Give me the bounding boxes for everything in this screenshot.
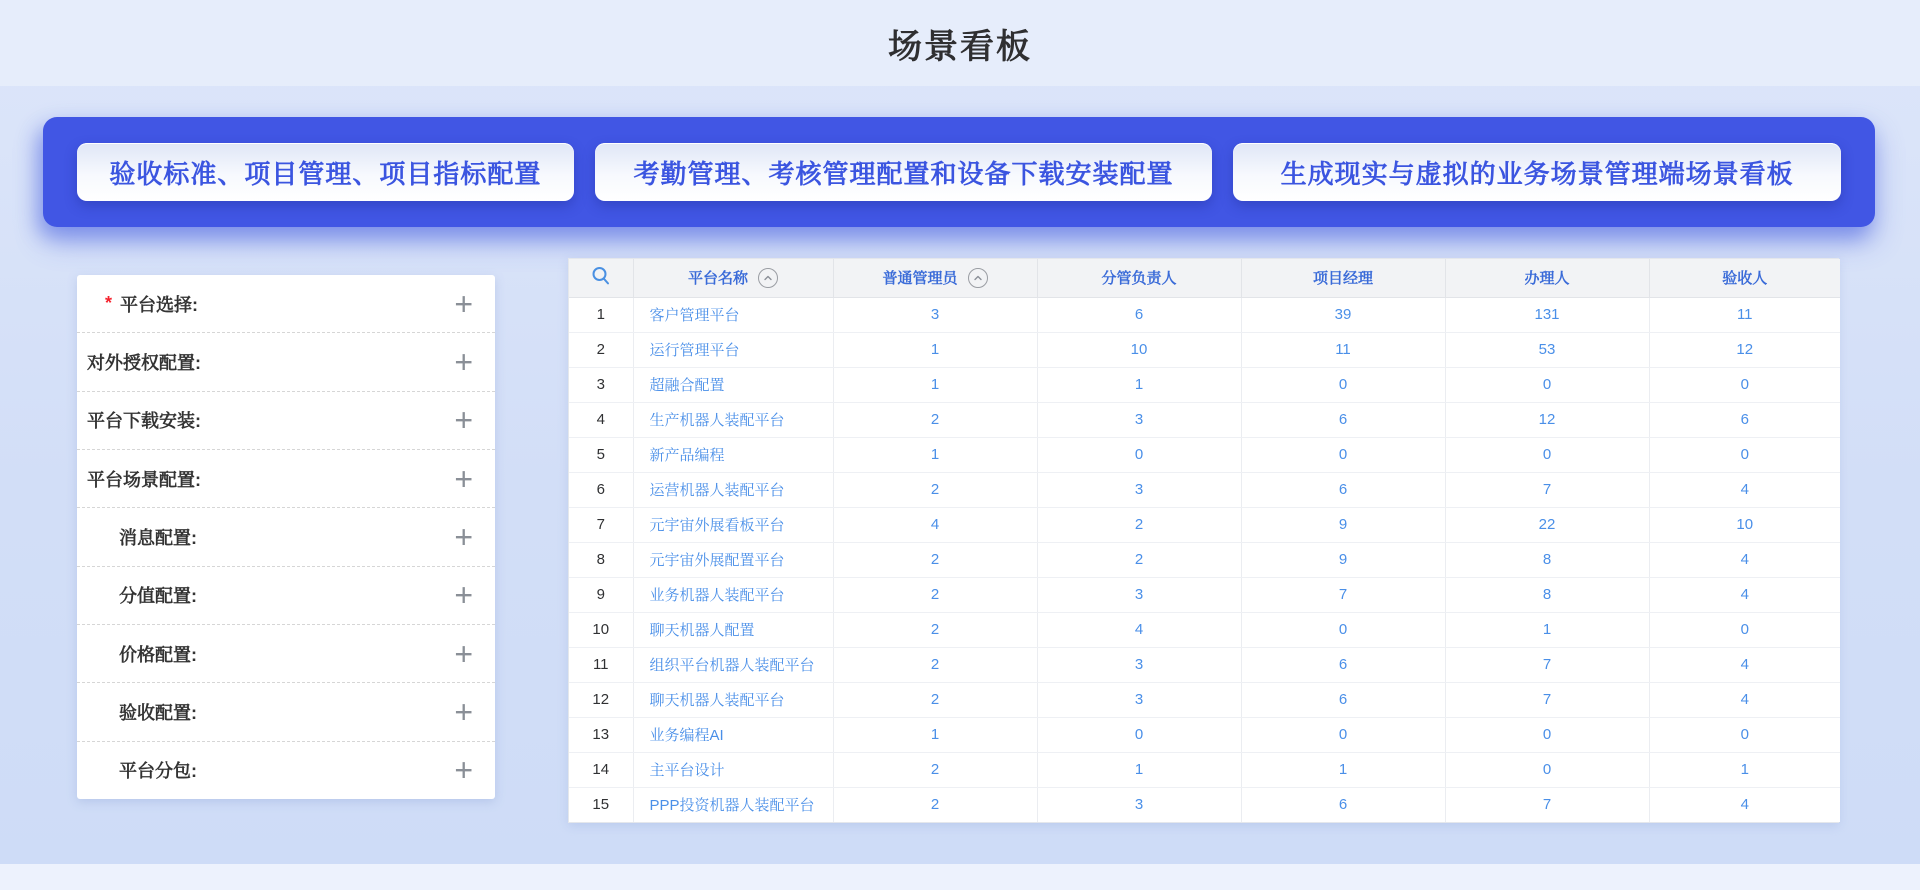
table-search-cell	[569, 259, 633, 297]
count-cell	[1241, 752, 1445, 787]
count-value[interactable]: 6	[1338, 691, 1348, 708]
platform-name-cell	[633, 612, 833, 647]
platform-name-link[interactable]: 超融合配置	[649, 377, 725, 394]
count-cell	[1037, 437, 1241, 472]
count-value[interactable]: 0	[1134, 726, 1144, 743]
count-value[interactable]: 3	[1134, 481, 1144, 498]
count-value[interactable]: 2	[930, 586, 940, 603]
count-cell	[1445, 472, 1649, 507]
sidebar-item-label: 平台场景配置:	[87, 469, 201, 490]
count-cell	[833, 577, 1037, 612]
sort-icon[interactable]	[968, 268, 988, 288]
count-cell	[833, 612, 1037, 647]
count-value[interactable]: 2	[930, 411, 940, 428]
count-cell	[833, 367, 1037, 402]
count-cell	[1445, 402, 1649, 437]
sidebar-item-label: 价格配置:	[119, 644, 197, 665]
count-value[interactable]: 0	[1542, 446, 1552, 463]
column-header-platform-name	[633, 259, 833, 297]
column-header-acceptor: 验收人	[1649, 259, 1840, 297]
search-icon[interactable]	[590, 265, 612, 287]
count-cell	[1649, 752, 1840, 787]
count-cell	[1037, 297, 1241, 332]
count-value[interactable]: 3	[1134, 656, 1144, 673]
row-index: 4	[569, 402, 633, 437]
sidebar-item-label: 验收配置:	[119, 702, 197, 723]
row-index: 13	[569, 717, 633, 752]
table-header-row	[569, 259, 1840, 297]
count-cell	[1649, 402, 1840, 437]
row-index: 6	[569, 472, 633, 507]
count-cell	[1241, 717, 1445, 752]
generate-dashboard-button[interactable]: 生成现实与虚拟的业务场景管理端场景看板	[1233, 143, 1841, 201]
platform-name-link[interactable]: 聊天机器人配置	[649, 622, 755, 639]
count-value[interactable]: 4	[1134, 621, 1144, 638]
count-value[interactable]: 3	[1134, 586, 1144, 603]
count-value[interactable]: 10	[1736, 516, 1754, 533]
table-row	[569, 507, 1840, 542]
count-value[interactable]: 9	[1338, 551, 1348, 568]
platform-name-link[interactable]: 主平台设计	[649, 762, 725, 779]
count-cell	[833, 717, 1037, 752]
count-cell	[1445, 542, 1649, 577]
sidebar-item-label: 对外授权配置:	[87, 352, 201, 373]
platform-name-cell	[633, 682, 833, 717]
count-value[interactable]: 2	[930, 551, 940, 568]
count-value[interactable]: 2	[930, 796, 940, 814]
count-value[interactable]: 2	[930, 691, 940, 708]
count-cell	[1037, 717, 1241, 752]
platform-name-link[interactable]: 业务机器人装配平台	[649, 587, 785, 604]
table-row	[569, 297, 1840, 332]
platform-name-link[interactable]: 运行管理平台	[649, 342, 740, 359]
row-index: 15	[569, 787, 633, 822]
count-value[interactable]: 0	[1740, 376, 1749, 393]
count-cell	[1241, 577, 1445, 612]
table-row	[569, 402, 1840, 437]
sidebar-item[interactable]	[77, 567, 495, 625]
count-value[interactable]: 1	[930, 446, 940, 463]
sidebar-item[interactable]	[77, 392, 495, 450]
platform-name-cell	[633, 752, 833, 787]
table-row	[569, 437, 1840, 472]
count-value[interactable]: 4	[1740, 691, 1749, 708]
count-cell	[1037, 507, 1241, 542]
platform-name-cell	[633, 472, 833, 507]
config-button-attendance[interactable]: 考勤管理、考核管理配置和设备下载安装配置	[595, 143, 1213, 201]
count-value[interactable]: 0	[1338, 621, 1348, 638]
count-value[interactable]: 0	[1542, 761, 1552, 778]
sidebar-item[interactable]	[77, 275, 495, 333]
count-value[interactable]: 4	[1740, 656, 1749, 673]
count-cell	[1241, 402, 1445, 437]
table-row	[569, 717, 1840, 752]
count-cell	[1037, 332, 1241, 367]
count-cell	[1649, 647, 1840, 682]
count-value[interactable]: 4	[1740, 481, 1749, 498]
table-row	[569, 647, 1840, 682]
platform-name-cell	[633, 787, 833, 822]
sort-icon[interactable]	[758, 268, 778, 288]
sidebar-item-label: 分值配置:	[119, 586, 197, 607]
count-cell	[1649, 612, 1840, 647]
count-value[interactable]: 2	[930, 621, 940, 638]
row-index: 3	[569, 367, 633, 402]
plus-icon[interactable]: +	[454, 285, 473, 322]
count-cell	[1037, 787, 1241, 822]
column-header-branch-lead: 分管负责人	[1037, 259, 1241, 297]
platform-name-cell	[633, 367, 833, 402]
plus-icon[interactable]: +	[454, 518, 473, 555]
count-cell	[1037, 472, 1241, 507]
count-value[interactable]: 1	[1134, 376, 1144, 393]
count-value[interactable]: 4	[1740, 586, 1749, 603]
count-value[interactable]: 9	[1338, 516, 1348, 533]
count-cell	[1241, 437, 1445, 472]
count-value[interactable]: 2	[930, 761, 940, 778]
column-header-handler: 办理人	[1445, 259, 1649, 297]
count-value[interactable]: 0	[1542, 376, 1552, 393]
count-value[interactable]: 0	[1740, 621, 1749, 638]
plus-icon[interactable]: +	[454, 635, 473, 672]
platform-name-link[interactable]: 生产机器人装配平台	[649, 412, 785, 429]
count-cell	[1241, 507, 1445, 542]
count-value[interactable]: 7	[1338, 586, 1348, 603]
column-header-project-manager: 项目经理	[1241, 259, 1445, 297]
row-index: 2	[569, 332, 633, 367]
count-value[interactable]: 0	[1338, 376, 1348, 393]
sidebar-item[interactable]	[77, 625, 495, 683]
platform-name-cell	[633, 332, 833, 367]
count-value[interactable]: 6	[1338, 796, 1348, 814]
count-cell	[833, 472, 1037, 507]
count-value[interactable]: 22	[1538, 516, 1556, 533]
platform-name-cell	[633, 297, 833, 332]
count-value[interactable]: 12	[1736, 341, 1754, 358]
count-cell	[833, 542, 1037, 577]
count-cell	[1649, 437, 1840, 472]
count-value[interactable]: 53	[1538, 341, 1556, 358]
count-cell	[1241, 612, 1445, 647]
table-row	[569, 472, 1840, 507]
table-row	[569, 367, 1840, 402]
count-cell	[1445, 332, 1649, 367]
row-index: 11	[569, 647, 633, 682]
sidebar-item[interactable]	[77, 742, 495, 799]
sidebar-item[interactable]	[77, 508, 495, 566]
count-value[interactable]: 6	[1134, 306, 1144, 323]
table-row	[569, 752, 1840, 787]
column-header-normal-admin	[833, 259, 1037, 297]
count-cell	[1445, 437, 1649, 472]
platform-name-link[interactable]: 元宇宙外展看板平台	[649, 517, 785, 534]
count-value[interactable]: 0	[1740, 726, 1749, 743]
count-cell	[833, 647, 1037, 682]
count-cell	[1649, 542, 1840, 577]
count-cell	[1649, 717, 1840, 752]
platform-name-cell	[633, 717, 833, 752]
count-value[interactable]: 1	[1542, 621, 1552, 638]
row-index: 1	[569, 297, 633, 332]
sidebar-item[interactable]	[77, 683, 495, 741]
count-cell	[1241, 332, 1445, 367]
platform-name-cell	[633, 647, 833, 682]
count-value[interactable]: 4	[1740, 796, 1749, 814]
sidebar-item[interactable]	[77, 450, 495, 508]
count-cell	[1241, 297, 1445, 332]
count-value[interactable]: 7	[1542, 691, 1552, 708]
platform-name-cell	[633, 402, 833, 437]
count-cell	[1037, 752, 1241, 787]
platform-name-link[interactable]: 新产品编程	[649, 447, 725, 464]
count-cell	[1649, 577, 1840, 612]
plus-icon[interactable]: +	[454, 693, 473, 730]
count-cell	[833, 297, 1037, 332]
count-cell	[1241, 787, 1445, 822]
platform-name-link[interactable]: 元宇宙外展配置平台	[649, 552, 785, 569]
row-index: 5	[569, 437, 633, 472]
table-row	[569, 612, 1840, 647]
count-value[interactable]: 7	[1542, 796, 1552, 814]
platform-name-cell	[633, 542, 833, 577]
count-cell	[833, 437, 1037, 472]
count-cell	[1445, 612, 1649, 647]
count-value[interactable]: 4	[930, 516, 940, 533]
platform-name-link[interactable]: 客户管理平台	[649, 307, 740, 324]
plus-icon[interactable]: +	[454, 343, 473, 380]
count-value[interactable]: 11	[1736, 306, 1753, 323]
count-value[interactable]: 2	[930, 656, 940, 673]
table-row	[569, 787, 1840, 822]
count-value[interactable]: 3	[1134, 796, 1144, 814]
count-cell	[1037, 682, 1241, 717]
count-cell	[1037, 367, 1241, 402]
row-index: 12	[569, 682, 633, 717]
count-cell	[1241, 682, 1445, 717]
platform-name-link[interactable]: 组织平台机器人装配平台	[649, 657, 815, 674]
table-row	[569, 577, 1840, 612]
platform-name-link[interactable]: 业务编程AI	[649, 727, 724, 744]
count-cell	[1649, 507, 1840, 542]
page-title: 场景看板	[888, 27, 1032, 66]
count-cell	[1445, 297, 1649, 332]
count-cell	[1037, 612, 1241, 647]
count-cell	[1649, 367, 1840, 402]
count-cell	[833, 402, 1037, 437]
count-cell	[1445, 507, 1649, 542]
count-cell	[1649, 332, 1840, 367]
count-cell	[1445, 717, 1649, 752]
count-cell	[1445, 682, 1649, 717]
count-value[interactable]: 1	[1134, 761, 1144, 778]
table-row	[569, 542, 1840, 577]
count-cell	[1037, 542, 1241, 577]
count-value[interactable]: 131	[1534, 306, 1560, 323]
count-value[interactable]: 8	[1542, 586, 1552, 603]
count-value[interactable]: 6	[1338, 656, 1348, 673]
config-button-acceptance[interactable]: 验收标准、项目管理、项目指标配置	[77, 143, 574, 201]
count-value[interactable]: 7	[1542, 481, 1552, 498]
count-cell	[1241, 472, 1445, 507]
count-cell	[833, 507, 1037, 542]
page-header	[0, 0, 1920, 86]
plus-icon[interactable]: +	[454, 460, 473, 497]
platform-name-cell	[633, 507, 833, 542]
row-index: 9	[569, 577, 633, 612]
count-value[interactable]: 0	[1338, 726, 1348, 743]
count-cell	[1445, 577, 1649, 612]
required-marker: *	[105, 293, 113, 314]
platform-table	[568, 258, 1839, 823]
config-sidebar	[77, 275, 495, 799]
table-row	[569, 332, 1840, 367]
count-value[interactable]: 0	[1542, 726, 1552, 743]
column-label: 普通管理员	[882, 270, 958, 288]
count-value[interactable]: 1	[1740, 761, 1749, 778]
count-value[interactable]: 6	[1740, 411, 1749, 428]
count-value[interactable]: 6	[1338, 411, 1348, 428]
count-value[interactable]: 11	[1335, 341, 1351, 358]
count-cell	[1649, 787, 1840, 822]
row-index: 14	[569, 752, 633, 787]
count-cell	[1241, 367, 1445, 402]
count-cell	[1241, 647, 1445, 682]
count-value[interactable]: 1	[930, 376, 940, 393]
sidebar-item[interactable]	[77, 333, 495, 391]
count-value[interactable]: 3	[1134, 411, 1144, 428]
count-cell	[1649, 682, 1840, 717]
count-cell	[1445, 647, 1649, 682]
sidebar-item-label: 平台选择:	[120, 294, 199, 315]
count-cell	[1037, 647, 1241, 682]
footer-strip	[0, 864, 1920, 890]
count-value[interactable]: 4	[1740, 551, 1749, 568]
count-value[interactable]: 1	[1338, 761, 1348, 778]
count-value[interactable]: 6	[1338, 481, 1348, 498]
platform-name-link[interactable]: PPP投资机器人装配平台	[649, 797, 815, 815]
count-value[interactable]: 2	[1134, 516, 1144, 533]
count-cell	[833, 787, 1037, 822]
count-cell	[1649, 472, 1840, 507]
column-label: 平台名称	[687, 270, 748, 288]
row-index: 10	[569, 612, 633, 647]
sidebar-item-label: 平台分包:	[119, 761, 197, 782]
count-value[interactable]: 2	[930, 481, 940, 498]
platform-name-cell	[633, 577, 833, 612]
count-cell	[1037, 402, 1241, 437]
count-cell	[833, 752, 1037, 787]
count-value[interactable]: 12	[1538, 411, 1556, 428]
count-value[interactable]: 0	[1134, 446, 1144, 463]
plus-icon[interactable]: +	[454, 577, 473, 614]
count-value[interactable]: 0	[1740, 446, 1749, 463]
platform-name-cell	[633, 437, 833, 472]
sidebar-item-label: 平台下载安装:	[87, 411, 201, 432]
row-index: 7	[569, 507, 633, 542]
count-value[interactable]: 7	[1542, 656, 1552, 673]
count-cell	[833, 682, 1037, 717]
count-value[interactable]: 3	[930, 306, 940, 323]
row-index: 8	[569, 542, 633, 577]
count-value[interactable]: 1	[930, 726, 940, 743]
count-cell	[833, 332, 1037, 367]
count-value[interactable]: 39	[1334, 306, 1352, 323]
count-cell	[1037, 577, 1241, 612]
plus-icon[interactable]: +	[454, 752, 473, 789]
count-value[interactable]: 3	[1134, 691, 1144, 708]
action-banner	[43, 117, 1875, 227]
count-value[interactable]: 2	[1134, 551, 1144, 568]
count-value[interactable]: 10	[1130, 341, 1148, 358]
sidebar-item-label: 消息配置:	[119, 527, 197, 548]
plus-icon[interactable]: +	[454, 402, 473, 439]
platform-name-link[interactable]: 运营机器人装配平台	[649, 482, 785, 499]
count-value[interactable]: 8	[1542, 551, 1552, 568]
count-value[interactable]: 1	[930, 341, 940, 358]
count-value[interactable]: 0	[1338, 446, 1348, 463]
count-cell	[1649, 297, 1840, 332]
count-cell	[1445, 367, 1649, 402]
platform-name-link[interactable]: 聊天机器人装配平台	[649, 692, 785, 709]
table-row	[569, 682, 1840, 717]
count-cell	[1445, 752, 1649, 787]
count-cell	[1241, 542, 1445, 577]
count-cell	[1445, 787, 1649, 822]
